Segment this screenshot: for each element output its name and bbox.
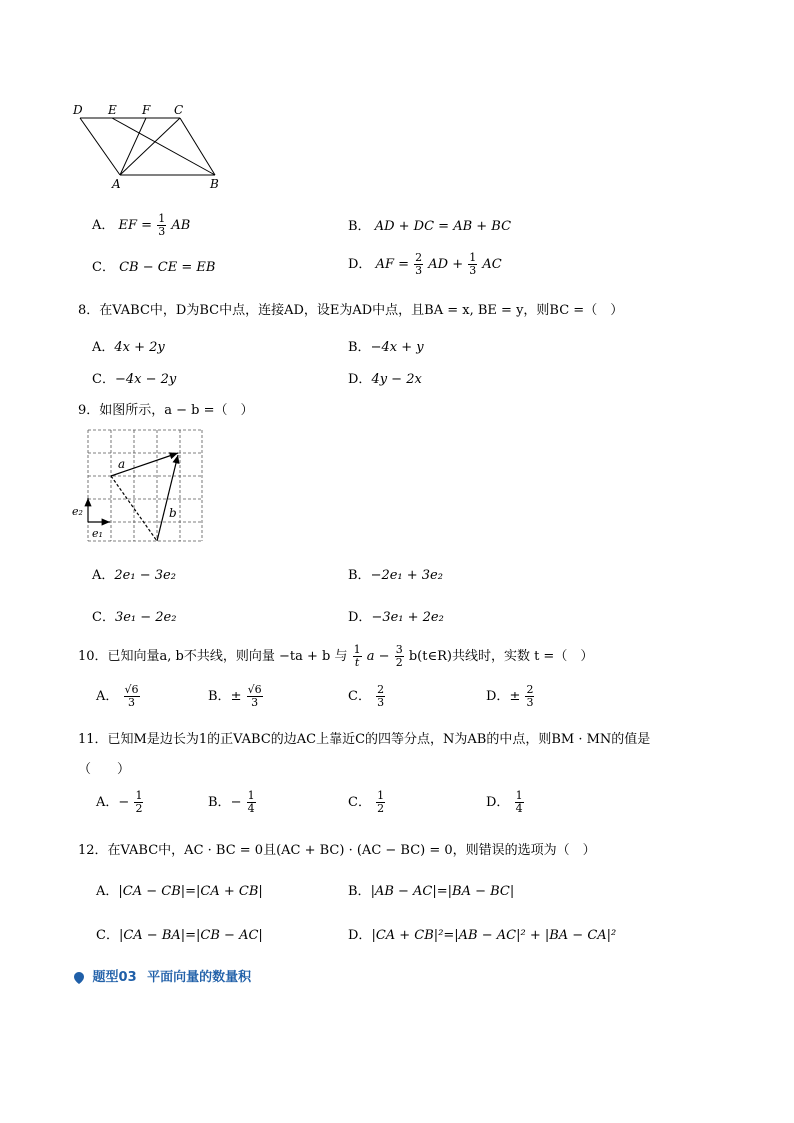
- label-b: b: [169, 506, 177, 520]
- section-title: 平面向量的数量积: [147, 970, 252, 985]
- q11-stem-bracket: （ ）: [78, 762, 131, 777]
- vector-b: [157, 455, 178, 541]
- label-a: a: [118, 457, 126, 471]
- q12-option-b[interactable]: B．|AB − AC|=|BA − BC|: [348, 884, 515, 899]
- q11-option-b[interactable]: B．− $\frac{1}{4}$: [208, 789, 255, 815]
- q8-option-d[interactable]: D．4y − 2x: [348, 372, 422, 387]
- q9-option-a[interactable]: A．2e₁ − 3e₂: [92, 568, 176, 583]
- q8-stem: 8．在VABC中，D为BC中点，连接AD，设E为AD中点，且BA = x, BE = y，则BC =（ ）: [78, 303, 624, 318]
- q8-option-b[interactable]: B．−4x + y: [348, 340, 424, 355]
- q12-stem: 12．在VABC中，AC · BC = 0且(AC + BC) · (AC − BC) = 0，则错误的选项为（ ）: [78, 843, 596, 858]
- q9-option-b[interactable]: B．−2e₁ + 3e₂: [348, 568, 443, 583]
- location-pin-icon: [74, 972, 84, 984]
- vector-grid-figure: [70, 425, 210, 547]
- q7-option-a[interactable]: A． EF = $\frac{1}{3}$ AB: [92, 212, 191, 238]
- section-tag: 题型03: [92, 970, 137, 985]
- q12-option-c[interactable]: C．|CA − BA|=|CB − AC|: [96, 928, 263, 943]
- q11-option-c[interactable]: C． $\frac{1}{2}$: [348, 789, 385, 815]
- q10-option-b[interactable]: B．± $\frac{√6}{3}$: [208, 683, 262, 709]
- q12-option-a[interactable]: A．|CA − CB|=|CA + CB|: [96, 884, 263, 899]
- q10-option-a[interactable]: A． $\frac{√6}{3}$: [96, 683, 139, 709]
- label-A: A: [112, 177, 121, 191]
- label-B: B: [210, 177, 219, 191]
- q9-option-c[interactable]: C．3e₁ − 2e₂: [92, 610, 177, 625]
- label-C: C: [174, 103, 184, 117]
- q10-stem: 10．已知向量a, b不共线，则向量 −ta + b 与 $\frac{1}{t}$ a − $\frac{3}{2}$ b(t∈R)共线时，实数 t =（ ）: [78, 643, 594, 669]
- q11-option-a[interactable]: A．− $\frac{1}{2}$: [96, 789, 143, 815]
- parallelogram-figure: [70, 100, 230, 192]
- q7-option-c[interactable]: C． CB − CE = EB: [92, 260, 216, 275]
- q11-option-d[interactable]: D． $\frac{1}{4}$: [486, 789, 523, 815]
- q10-option-d[interactable]: D．± $\frac{2}{3}$: [486, 683, 534, 709]
- q7-option-d[interactable]: D． AF = $\frac{2}{3}$ AD + $\frac{1}{3}$ AC: [348, 251, 502, 277]
- q9-option-d[interactable]: D．−3e₁ + 2e₂: [348, 610, 444, 625]
- q11-stem: 11．已知M是边长为1的正VABC的边AC上靠近C的四等分点，N为AB的中点，则BM · MN的值是: [78, 732, 651, 747]
- q12-option-d[interactable]: D．|CA + CB|²=|AB − AC|² + |BA − CA|²: [348, 928, 617, 943]
- q7-option-b[interactable]: B． AD + DC = AB + BC: [348, 219, 512, 234]
- label-e2: e₂: [72, 505, 83, 518]
- q8-option-a[interactable]: A．4x + 2y: [92, 340, 165, 355]
- label-e1: e₁: [92, 527, 103, 540]
- q9-stem: 9．如图所示，a − b =（ ）: [78, 403, 254, 418]
- q8-option-c[interactable]: C．−4x − 2y: [92, 372, 177, 387]
- q10-option-c[interactable]: C． $\frac{2}{3}$: [348, 683, 385, 709]
- label-F: F: [142, 103, 151, 117]
- section-heading: [74, 966, 251, 985]
- label-E: E: [108, 103, 117, 117]
- label-D: D: [73, 103, 83, 117]
